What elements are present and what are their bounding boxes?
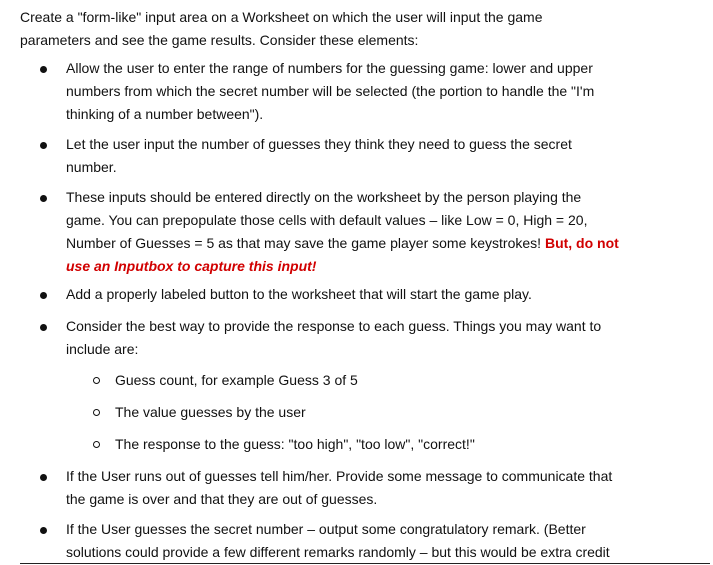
bullet-out-of-guesses	[66, 465, 696, 511]
bullet-range-input	[66, 57, 696, 126]
sub-item-guess-value: The value guesses by the user	[115, 404, 306, 420]
bullet-dot-icon	[40, 324, 47, 331]
bullet-dot-icon	[40, 66, 47, 73]
bullet-dot-icon	[40, 292, 47, 299]
bullet-worksheet-inputs	[66, 186, 696, 278]
bullet-dot-icon	[40, 527, 47, 534]
bullet-line: These inputs should be entered directly on the worksheet by the person playing the	[66, 189, 582, 205]
bullet-line-text: Number of Guesses = 5 as that may save the game player some keystrokes!	[66, 235, 545, 251]
bullet-line: include are:	[66, 341, 139, 357]
sub-item-guess-count: Guess count, for example Guess 3 of 5	[115, 372, 358, 388]
intro-line: parameters and see the game results. Consider these elements:	[20, 32, 419, 48]
bullet-line: Allow the user to enter the range of numbers for the guessing game: lower and upper	[66, 60, 593, 76]
bullet-line	[66, 232, 696, 255]
bullet-dot-icon	[40, 195, 47, 202]
bullet-guess-count-input	[66, 133, 696, 179]
bullet-congratulations	[66, 518, 696, 564]
warning-text: use an Inputbox to capture this input!	[66, 258, 317, 274]
sub-bullet-circle-icon	[93, 409, 100, 416]
bullet-line: If the User runs out of guesses tell him/her. Provide some message to communicate that	[66, 468, 613, 484]
bullet-dot-icon	[40, 474, 47, 481]
bullet-line: thinking of a number between").	[66, 106, 264, 122]
sub-bullet-circle-icon	[93, 441, 100, 448]
bullet-line: the game is over and that they are out of guesses.	[66, 491, 378, 507]
bullet-line	[66, 255, 696, 278]
intro-paragraph	[20, 6, 700, 52]
sub-bullet-circle-icon	[93, 377, 100, 384]
bullet-start-button	[66, 283, 696, 306]
bottom-divider	[20, 563, 710, 564]
sub-item-response: The response to the guess: "too high", "too low", "correct!"	[115, 436, 475, 452]
bullet-line: numbers from which the secret number will be selected (the portion to handle the "I'm	[66, 83, 595, 99]
bullet-line: If the User guesses the secret number – output some congratulatory remark. (Better	[66, 521, 586, 537]
bullet-dot-icon	[40, 142, 47, 149]
bullet-line: game. You can prepopulate those cells with default values – like Low = 0, High = 20,	[66, 212, 588, 228]
bullet-line: Add a properly labeled button to the worksheet that will start the game play.	[66, 286, 532, 302]
bullet-line: Let the user input the number of guesses they think they need to guess the secret	[66, 136, 572, 152]
bullet-line: number.	[66, 159, 117, 175]
bullet-response-format	[66, 315, 696, 361]
bullet-line: Consider the best way to provide the response to each guess. Things you may want to	[66, 318, 602, 334]
intro-line: Create a "form-like" input area on a Worksheet on which the user will input the game	[20, 9, 543, 25]
warning-text: But, do not	[544, 235, 619, 251]
bullet-line: solutions could provide a few different remarks randomly – but this would be extra credit	[66, 544, 610, 560]
